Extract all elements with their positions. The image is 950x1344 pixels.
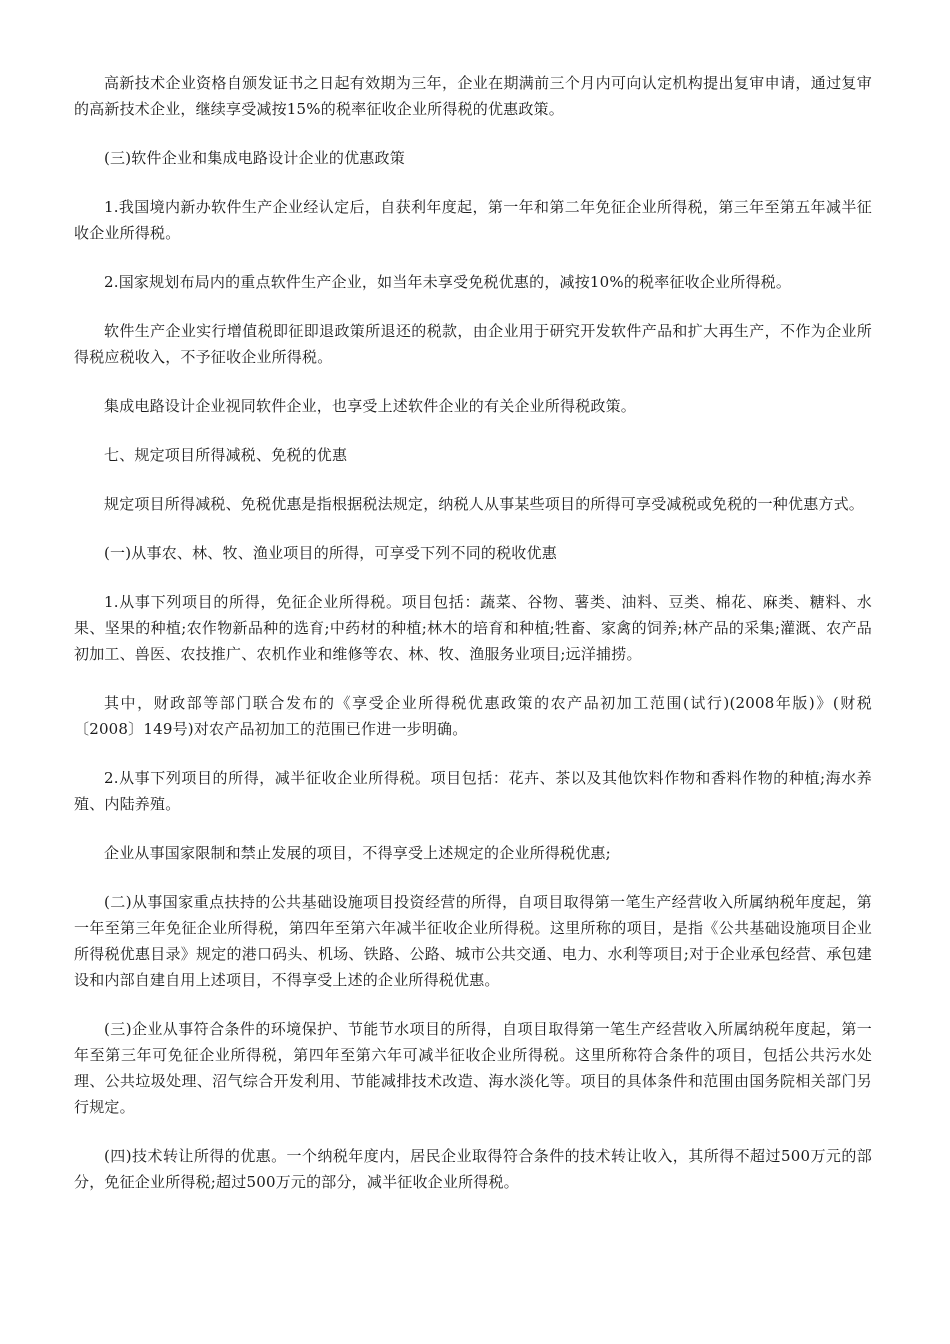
- paragraph-infrastructure: (二)从事国家重点扶持的公共基础设施项目投资经营的所得，自项目取得第一笔生产经营收入所属纳税年度起，第一年至第三年免征企业所得税，第四年至第六年减半征收企业所得税。这里所称的项目，是指《公共基础设施项目企业所得税优惠目录》规定的港口码头、机场、铁路、公路、城市公共交通、电力、水利等项目;对于企业承包经营、承包建设和内部自建自用上述项目，不得享受上述的企业所得税优惠。: [74, 893, 872, 989]
- paragraph-agriculture-half: 2.从事下列项目的所得，减半征收企业所得税。项目包括：花卉、茶以及其他饮料作物和香料作物的种植;海水养殖、内陆养殖。: [74, 769, 872, 813]
- paragraph-software-key: 2.国家规划布局内的重点软件生产企业，如当年未享受免税优惠的，减按10%的税率征收企业所得税。: [104, 273, 792, 291]
- paragraph-technology-transfer: (四)技术转让所得的优惠。一个纳税年度内，居民企业取得符合条件的技术转让收入，其所得不超过500万元的部分，免征企业所得税;超过500万元的部分，减半征收企业所得税。: [74, 1147, 872, 1191]
- paragraph-restricted-projects: 企业从事国家限制和禁止发展的项目，不得享受上述规定的企业所得税优惠;: [104, 844, 611, 862]
- paragraph-software-new: 1.我国境内新办软件生产企业经认定后，自获利年度起，第一年和第二年免征企业所得税，第三年至第五年减半征收企业所得税。: [74, 198, 872, 242]
- paragraph-software-vat-refund: 软件生产企业实行增值税即征即退政策所退还的税款，由企业用于研究开发软件产品和扩大再生产，不作为企业所得税应税收入，不予征收企业所得税。: [74, 322, 872, 366]
- paragraph-high-tech-validity: 高新技术企业资格自颁发证书之日起有效期为三年，企业在期满前三个月内可向认定机构提出复审申请，通过复审的高新技术企业，继续享受减按15%的税率征收企业所得税的优惠政策。: [74, 74, 872, 118]
- section-heading-software: (三)软件企业和集成电路设计企业的优惠政策: [104, 149, 405, 167]
- paragraph-agriculture-exempt: 1.从事下列项目的所得，免征企业所得税。项目包括：蔬菜、谷物、薯类、油料、豆类、棉花、麻类、糖料、水果、坚果的种植;农作物新品种的选育;中药材的种植;林木的培育和种植;牲畜、家禽的饲养;林产品的采集;灌溉、农产品初加工、兽医、农技推广、农机作业和维修等农、林、牧、渔服务业项目;远洋捕捞。: [74, 593, 872, 663]
- paragraph-project-income-definition: 规定项目所得减税、免税优惠是指根据税法规定，纳税人从事某些项目的所得可享受减税或免税的一种优惠方式。: [104, 495, 865, 513]
- paragraph-environmental: (三)企业从事符合条件的环境保护、节能节水项目的所得，自项目取得第一笔生产经营收入所属纳税年度起，第一年至第三年可免征企业所得税，第四年至第六年可减半征收企业所得税。这里所称符合条件的项目，包括公共污水处理、公共垃圾处理、沼气综合开发利用、节能减排技术改造、海水淡化等。项目的具体条件和范围由国务院相关部门另行规定。: [74, 1020, 872, 1116]
- paragraph-agriculture-processing: 其中，财政部等部门联合发布的《享受企业所得税优惠政策的农产品初加工范围(试行)(2008年版)》(财税〔2008〕149号)对农产品初加工的范围已作进一步明确。: [74, 694, 872, 738]
- paragraph-ic-design: 集成电路设计企业视同软件企业，也享受上述软件企业的有关企业所得税政策。: [104, 397, 637, 415]
- section-heading-agriculture: (一)从事农、林、牧、渔业项目的所得，可享受下列不同的税收优惠: [104, 544, 557, 562]
- section-heading-project-income: 七、规定项目所得减税、免税的优惠: [104, 446, 348, 464]
